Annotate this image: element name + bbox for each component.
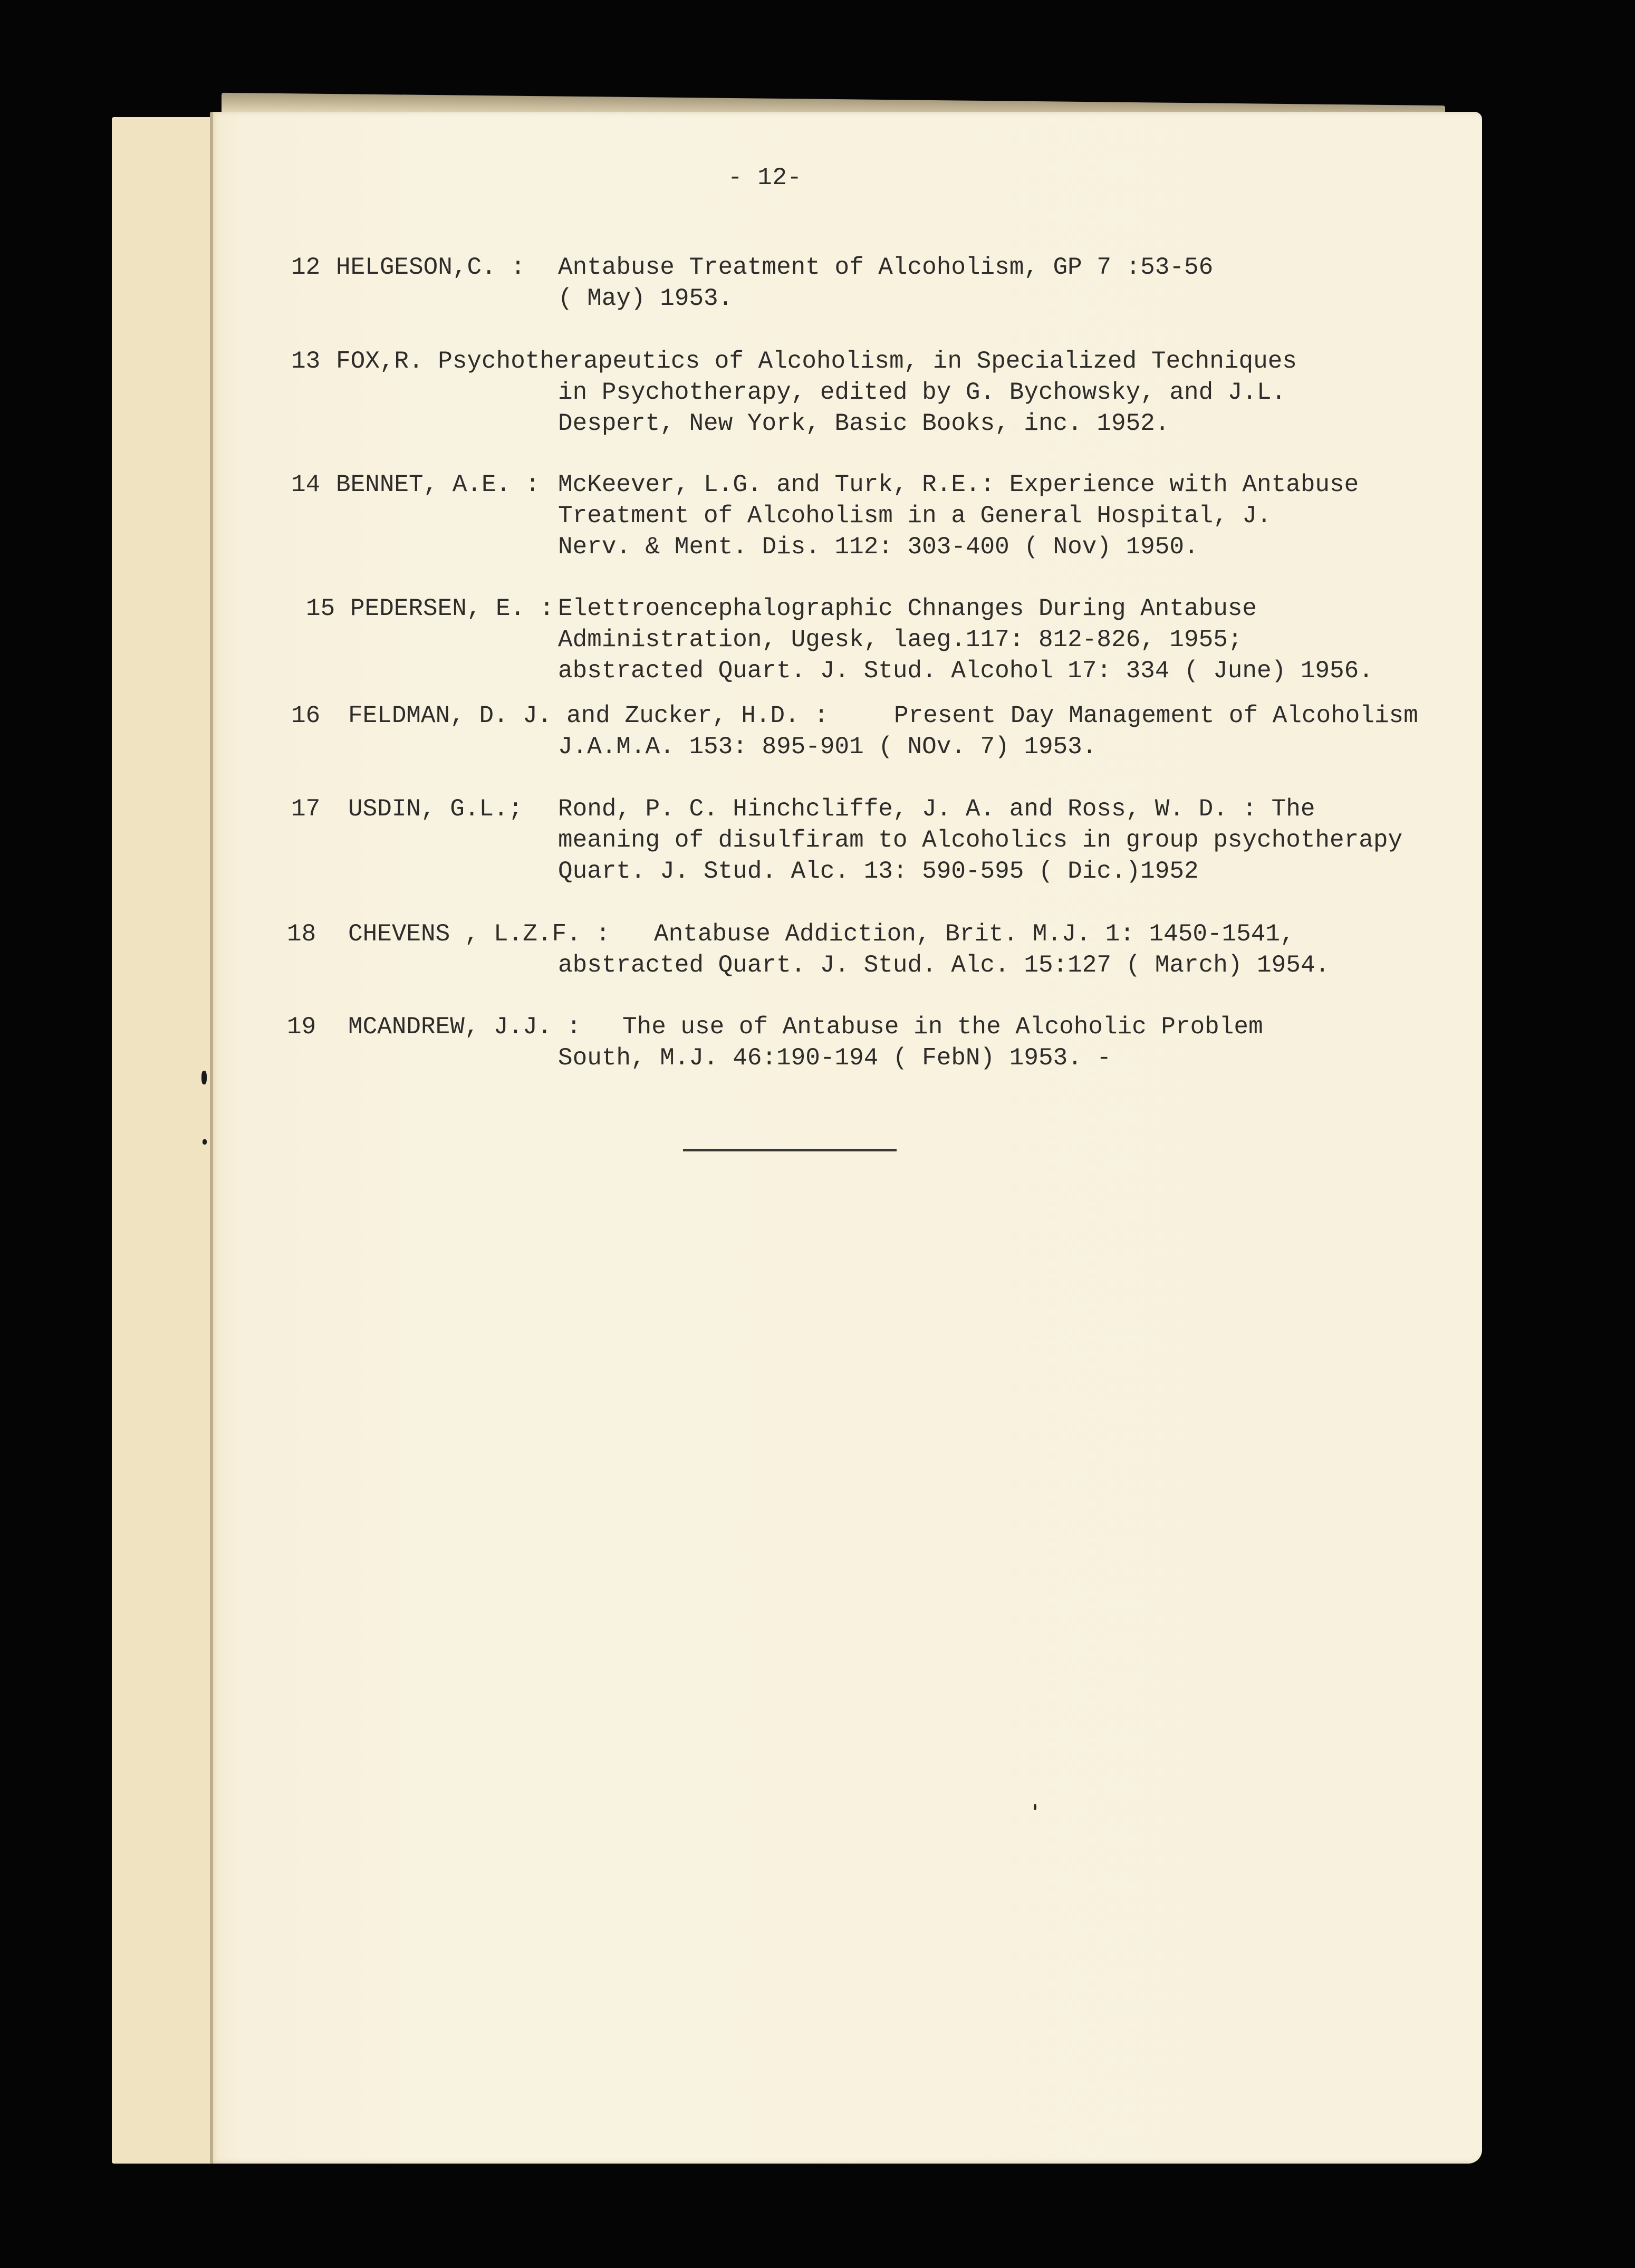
reference-text-line: Present Day Management of Alcoholism	[894, 702, 1418, 729]
binding-fold	[210, 112, 213, 2164]
reference-text-line: in Psychotherapy, edited by G. Bychowsky, and J.L.	[558, 379, 1286, 406]
binding-mark	[203, 1139, 207, 1145]
reference-author: FELDMAN, D. J. and Zucker, H.D. :	[348, 702, 829, 729]
reference-text-line: Nerv. & Ment. Dis. 112: 303-400 ( Nov) 1950.	[558, 533, 1199, 561]
reference-author: PEDERSEN, E. :	[350, 595, 554, 622]
reference-number: 12	[291, 254, 321, 281]
reference-text-line: ( May) 1953.	[558, 285, 733, 312]
reference-number: 17	[291, 795, 321, 823]
reference-author: HELGESON,C. :	[336, 254, 525, 281]
reference-text-line: Treatment of Alcoholism in a General Hospital, J.	[558, 502, 1272, 530]
reference-text-line: Despert, New York, Basic Books, inc. 1952.	[558, 410, 1170, 437]
reference-text-line: Administration, Ugesk, laeg.117: 812-826, 1955;	[558, 626, 1243, 654]
reference-number: 18	[287, 920, 316, 948]
reference-number: 16	[291, 702, 321, 729]
reference-number: 15	[306, 595, 335, 622]
reference-author: BENNET, A.E. :	[336, 471, 540, 498]
reference-number: 13	[291, 348, 321, 375]
reference-text-line: South, M.J. 46:190-194 ( FebN) 1953. -	[558, 1044, 1111, 1072]
reference-author: MCANDREW, J.J. :	[348, 1013, 581, 1041]
reference-text-line: Quart. J. Stud. Alc. 13: 590-595 ( Dic.)1952	[558, 858, 1199, 885]
reference-text-line: meaning of disulfiram to Alcoholics in group psychotherapy	[558, 827, 1403, 854]
reference-text-line: Antabuse Treatment of Alcoholism, GP 7 :53-56	[558, 254, 1214, 281]
binding-mark	[201, 1071, 207, 1084]
ink-speck	[1034, 1804, 1036, 1810]
page-number: - 12-	[728, 164, 802, 191]
closing-rule	[683, 1149, 897, 1151]
reference-text-line: J.A.M.A. 153: 895-901 ( NOv. 7) 1953.	[558, 733, 1097, 761]
reference-text-line: abstracted Quart. J. Stud. Alcohol 17: 334 ( June) 1956.	[558, 657, 1373, 685]
reference-author: FOX,R. Psychotherapeutics of Alcoholism, in Specialized Techniques	[336, 348, 1297, 375]
reference-text-line: Antabuse Addiction, Brit. M.J. 1: 1450-1541,	[654, 920, 1295, 948]
reference-text-line: abstracted Quart. J. Stud. Alc. 15:127 ( March) 1954.	[558, 952, 1330, 979]
reference-author: USDIN, G.L.;	[348, 795, 523, 823]
reference-author: CHEVENS , L.Z.F. :	[348, 920, 610, 948]
reference-text-line: Rond, P. C. Hinchcliffe, J. A. and Ross, W. D. : The	[558, 795, 1315, 823]
reference-number: 14	[291, 471, 321, 498]
reference-text-line: Elettroencephalographic Chnanges During Antabuse	[558, 595, 1257, 622]
reference-number: 19	[287, 1013, 316, 1041]
reference-text-line: The use of Antabuse in the Alcoholic Problem	[622, 1013, 1263, 1041]
reference-text-line: McKeever, L.G. and Turk, R.E.: Experience with Antabuse	[558, 471, 1359, 498]
